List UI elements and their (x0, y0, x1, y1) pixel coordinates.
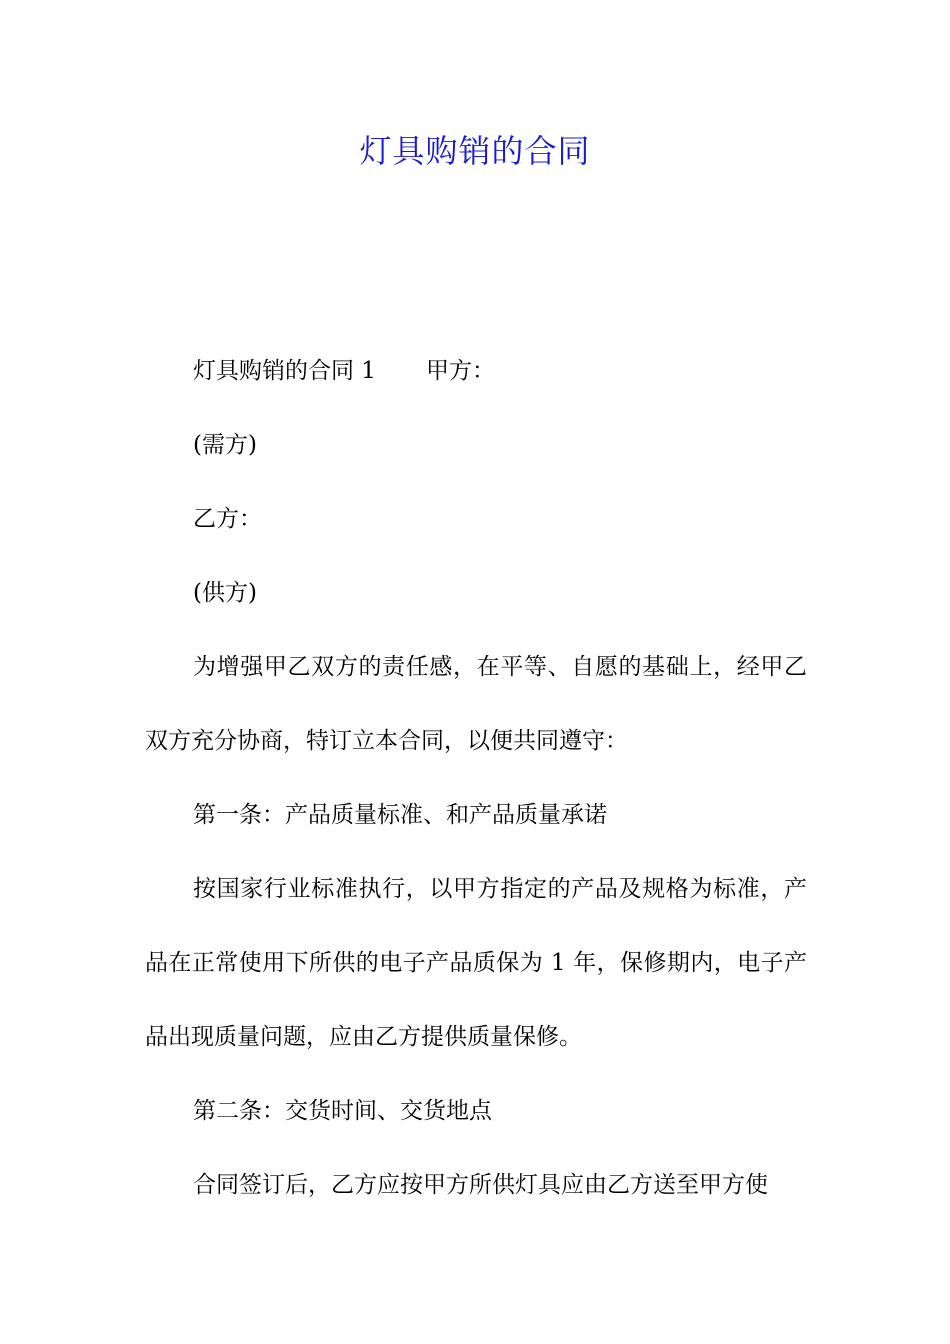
paragraph-article-2-heading: 第二条：交货时间、交货地点 (193, 1098, 492, 1124)
paragraph-contract-heading (145, 334, 807, 408)
document-body (145, 334, 807, 1222)
contract-number-label: 灯具购销的合同 1 (193, 358, 376, 384)
document-title: 灯具购销的合同 (359, 132, 591, 170)
paragraph-article-1-heading: 第一条：产品质量标准、和产品质量承诺 (193, 802, 607, 828)
party-a-label: 甲方： (425, 358, 495, 384)
paragraph-article-2-body: 合同签订后，乙方应按甲方所供灯具应由乙方送至甲方使 (193, 1172, 768, 1198)
paragraph-supplier-note: (供方) (193, 580, 257, 606)
paragraph-party-b: 乙方： (193, 506, 262, 532)
paragraph-article-1-body: 按国家行业标准执行，以甲方指定的产品及规格为标准，产品在正常使用下所供的电子产品质保为 1 年，保修期内，电子产品出现质量问题，应由乙方提供质量保修。 (145, 876, 807, 1050)
paragraph-buyer-note: (需方) (193, 432, 257, 458)
paragraph-preamble: 为增强甲乙双方的责任感，在平等、自愿的基础上，经甲乙双方充分协商，特订立本合同，以便共同遵守： (145, 654, 807, 754)
